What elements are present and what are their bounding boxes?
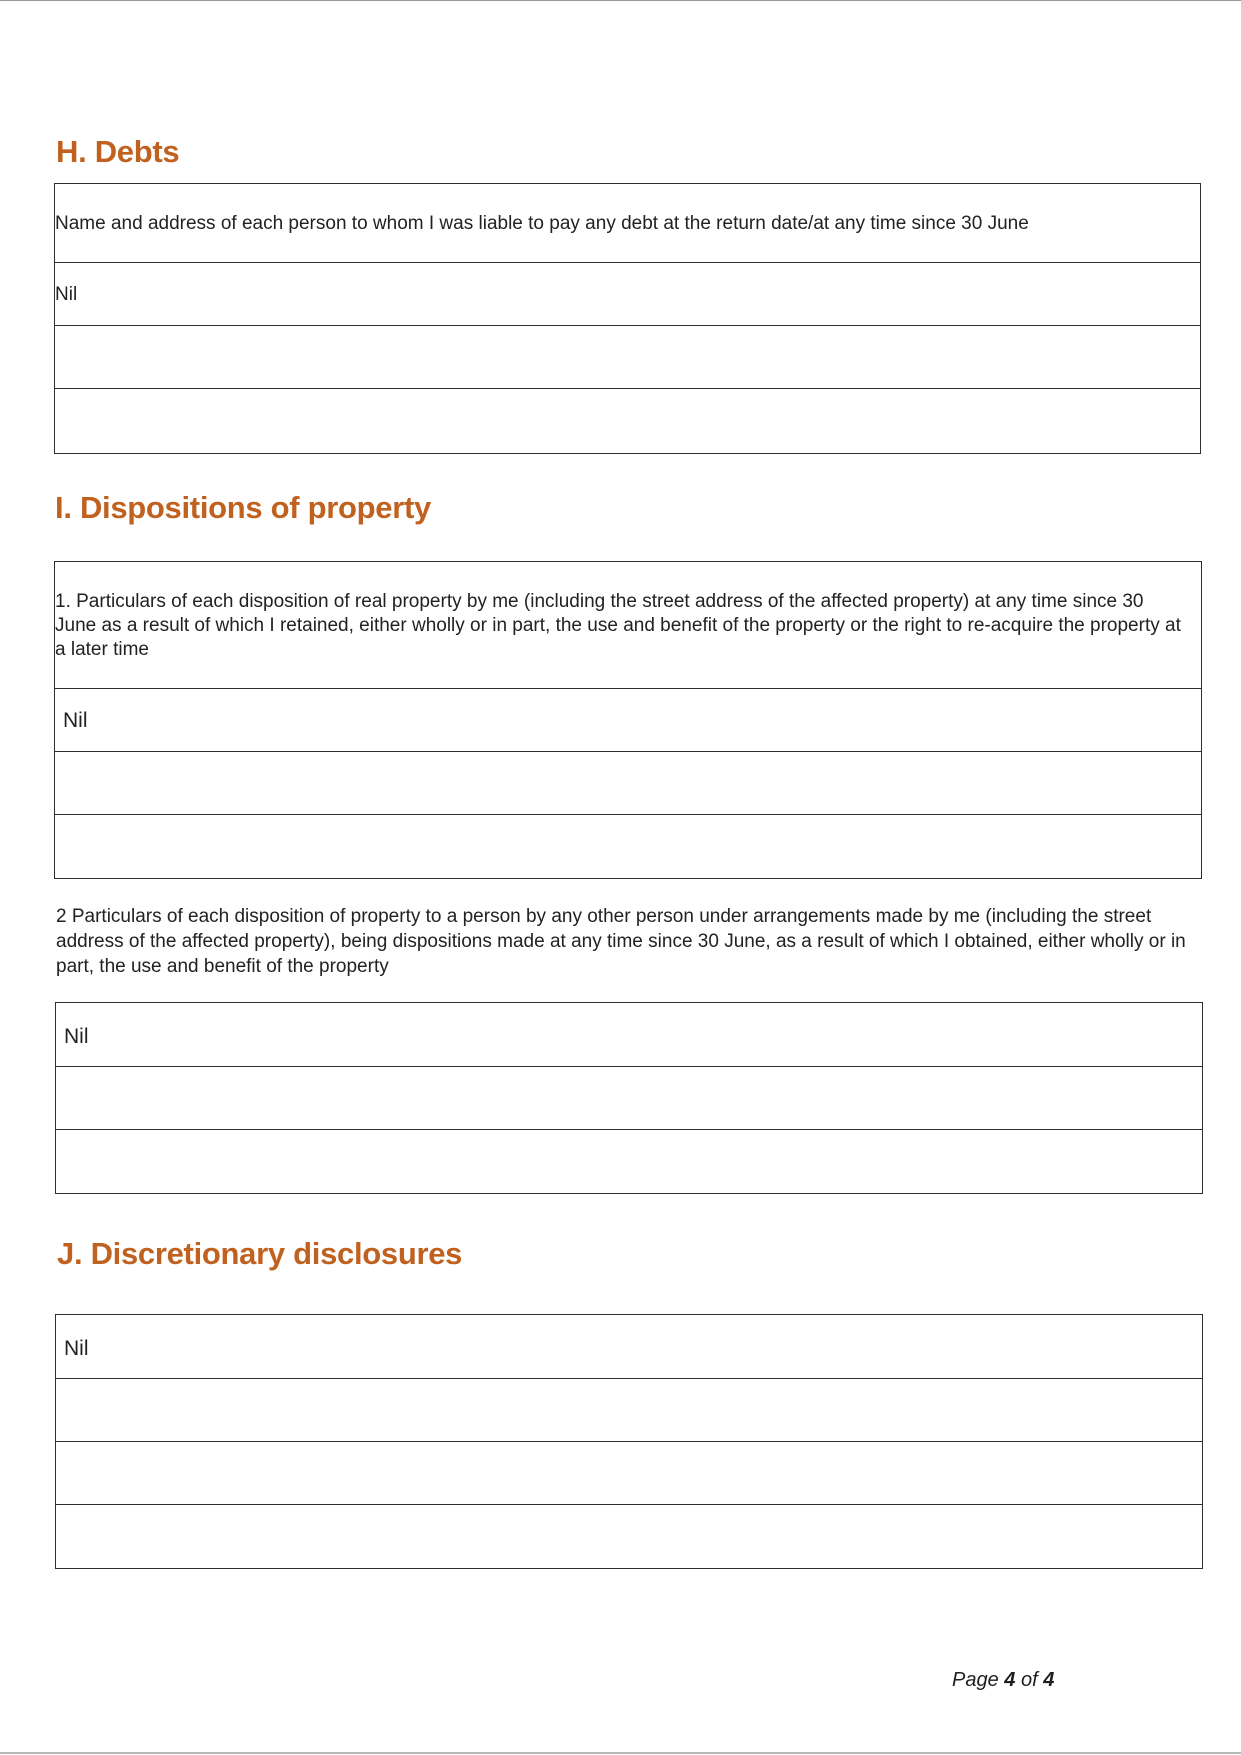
of-word: of bbox=[1020, 1669, 1038, 1691]
debts-prompt: Name and address of each person to whom I was liable to pay any debt at the return date/at any time since 30 June bbox=[55, 213, 1029, 234]
dispositions-part1-table bbox=[54, 561, 1202, 879]
discretionary-row-2 bbox=[56, 1378, 1202, 1442]
dispositions-part2-table bbox=[55, 1002, 1203, 1194]
debts-row-1 bbox=[55, 262, 1200, 326]
heading-discretionary: J. Discretionary disclosures bbox=[57, 1236, 463, 1271]
scan-edge-top bbox=[0, 0, 1241, 1]
debts-prompt-row bbox=[55, 184, 1200, 264]
dispositions-part2-row-3 bbox=[56, 1129, 1202, 1193]
discretionary-row-4 bbox=[56, 1504, 1202, 1568]
dispositions-part1-row-2 bbox=[55, 751, 1201, 815]
dispositions-part1-row-1 bbox=[55, 688, 1201, 752]
page-total: 4 bbox=[1043, 1669, 1055, 1691]
heading-dispositions: I. Dispositions of property bbox=[55, 490, 431, 525]
discretionary-row-1-value: Nil bbox=[64, 1337, 89, 1360]
debts-row-2 bbox=[55, 325, 1200, 389]
dispositions-part1-prompt: 1. Particulars of each disposition of real property by me (including the street address of the affected property) at any time since 30 June as a result of which I retained, either wholly or in part, the use and benefit of the property or the right to re-acquire the property at a later time bbox=[55, 591, 1181, 660]
heading-debts: H. Debts bbox=[56, 134, 180, 169]
discretionary-row-1 bbox=[56, 1315, 1202, 1379]
dispositions-part1-prompt-row bbox=[55, 562, 1201, 689]
page-number bbox=[952, 1669, 1054, 1692]
dispositions-part2-row-1 bbox=[56, 1003, 1202, 1067]
dispositions-part1-row-3 bbox=[55, 814, 1201, 878]
page-word: Page bbox=[952, 1669, 999, 1691]
discretionary-table bbox=[55, 1314, 1203, 1569]
dispositions-part2-prompt: 2 Particulars of each disposition of property to a person by any other person under arrangements made by me (including the street address of the affected property), being dispositions made at any time since 30 June, as a result of which I obtained, either wholly or in part, the use and benefit of the property bbox=[56, 906, 1186, 977]
dispositions-part2-row-2 bbox=[56, 1066, 1202, 1130]
debts-row-3 bbox=[55, 388, 1200, 452]
dispositions-part2-row-1-value: Nil bbox=[64, 1025, 89, 1048]
debts-row-1-value: Nil bbox=[55, 284, 78, 305]
page-current: 4 bbox=[1004, 1669, 1016, 1691]
debts-table bbox=[54, 183, 1201, 454]
discretionary-row-3 bbox=[56, 1441, 1202, 1505]
dispositions-part1-row-1-value: Nil bbox=[63, 709, 88, 732]
scan-edge-bottom bbox=[0, 1752, 1241, 1754]
